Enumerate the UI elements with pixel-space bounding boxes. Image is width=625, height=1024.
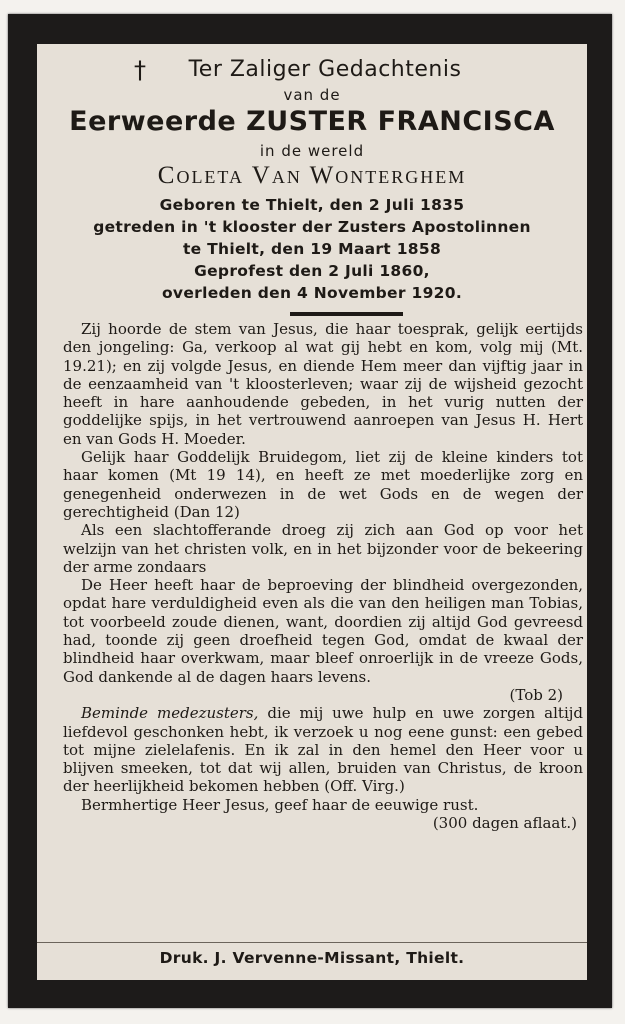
citation-tobias: (Tob 2) <box>509 685 563 704</box>
in-de-wereld-line: in de wereld <box>259 142 365 160</box>
body-text <box>63 320 583 832</box>
paragraph-calling: Zij hoorde de stem van Jesus, die haar toesprak, gelijk eertijds den jongeling: Ga, verkoop al wat gij hebt en kom, volg mij (Mt. 19.21); en zij volgde Jesus, en diende Hem meer dan vijftig jaar in de eenzaamheid van 't kloosterleven; waar zij de wijsheid gezocht heeft in hare aanhoudende gebeden, in het vurig nutten der goddelijke spijs, in het vertrouwend aanroepen van Jesus H. Hert en van Gods H. Moeder. <box>63 320 583 448</box>
paragraph-request-text: die mij uwe hulp en uwe zorgen altijd liefdevol geschonken hebt, ik verzoek u nog eene gunst: een gebed tot mijne zielelafenis. En ik zal in den hemel den Heer voor u blijven smeeken, tot dat wij allen, bruiden van Christus, de kroon der heerlijkheid bekomen hebben <box>63 704 583 796</box>
paragraph-request <box>63 704 583 795</box>
entry-line-1: getreden in 't klooster der Zusters Apostolinnen <box>93 218 531 236</box>
paragraph-blindness <box>63 576 583 704</box>
paragraph-blindness-text: De Heer heeft haar de beproeving der blindheid overgezonden, opdat hare verduldigheid even als die van den heiligen man Tobias, tot voorbeeld zoude dienen, want, doordien zij altijd God gevreesd had, toonde zij geen droefheid tegen God, omdat de kwaal der blindheid haar overkwam, maar bleef onroerlijk in de vreeze Gods, God dankende al de dagen haars levens. <box>63 576 583 686</box>
van-de-line: van de <box>283 86 341 104</box>
printer-credit: Druk. J. Vervenne-Missant, Thielt. <box>159 949 465 967</box>
prayer-line: Bermhertige Heer Jesus, geef haar de eeuwige rust. <box>81 795 479 814</box>
entry-line-2: te Thielt, den 19 Maart 1858 <box>182 240 442 258</box>
footer-divider <box>37 942 587 943</box>
paragraph-sacrifice: Als een slachtofferande droeg zij zich aan God op voor het welzijn van het christen volk, en in het bijzonder voor de bekeering der arme zondaars <box>63 521 583 576</box>
card-paper <box>37 44 587 980</box>
sister-title: Eerweerde ZUSTER FRANCISCA <box>69 106 555 137</box>
profession-line: Geprofest den 2 Juli 1860, <box>194 262 430 280</box>
death-line: overleden den 4 November 1920. <box>161 284 463 302</box>
birth-line: Geboren te Thielt, den 2 Juli 1835 <box>159 196 465 214</box>
memorial-card <box>8 14 612 1008</box>
memorial-heading: Ter Zaliger Gedachtenis <box>188 57 462 82</box>
worldly-name: Coleta Van Wonterghem <box>157 162 467 189</box>
citation-office: (Off. Virg.) <box>324 777 405 796</box>
divider <box>290 312 403 316</box>
cross-icon: † <box>134 56 146 84</box>
indulgence-note: (300 dagen aflaat.) <box>432 814 577 833</box>
paragraph-children: Gelijk haar Goddelijk Bruidegom, liet zij de kleine kinders tot haar komen (Mt 19 14), en heeft ze met moederlijke zorg en genegenheid onderwezen in de wet Gods en de wegen der gerechtigheid (Dan 12) <box>63 448 583 521</box>
address-sisters: Beminde medezusters, <box>81 704 259 723</box>
